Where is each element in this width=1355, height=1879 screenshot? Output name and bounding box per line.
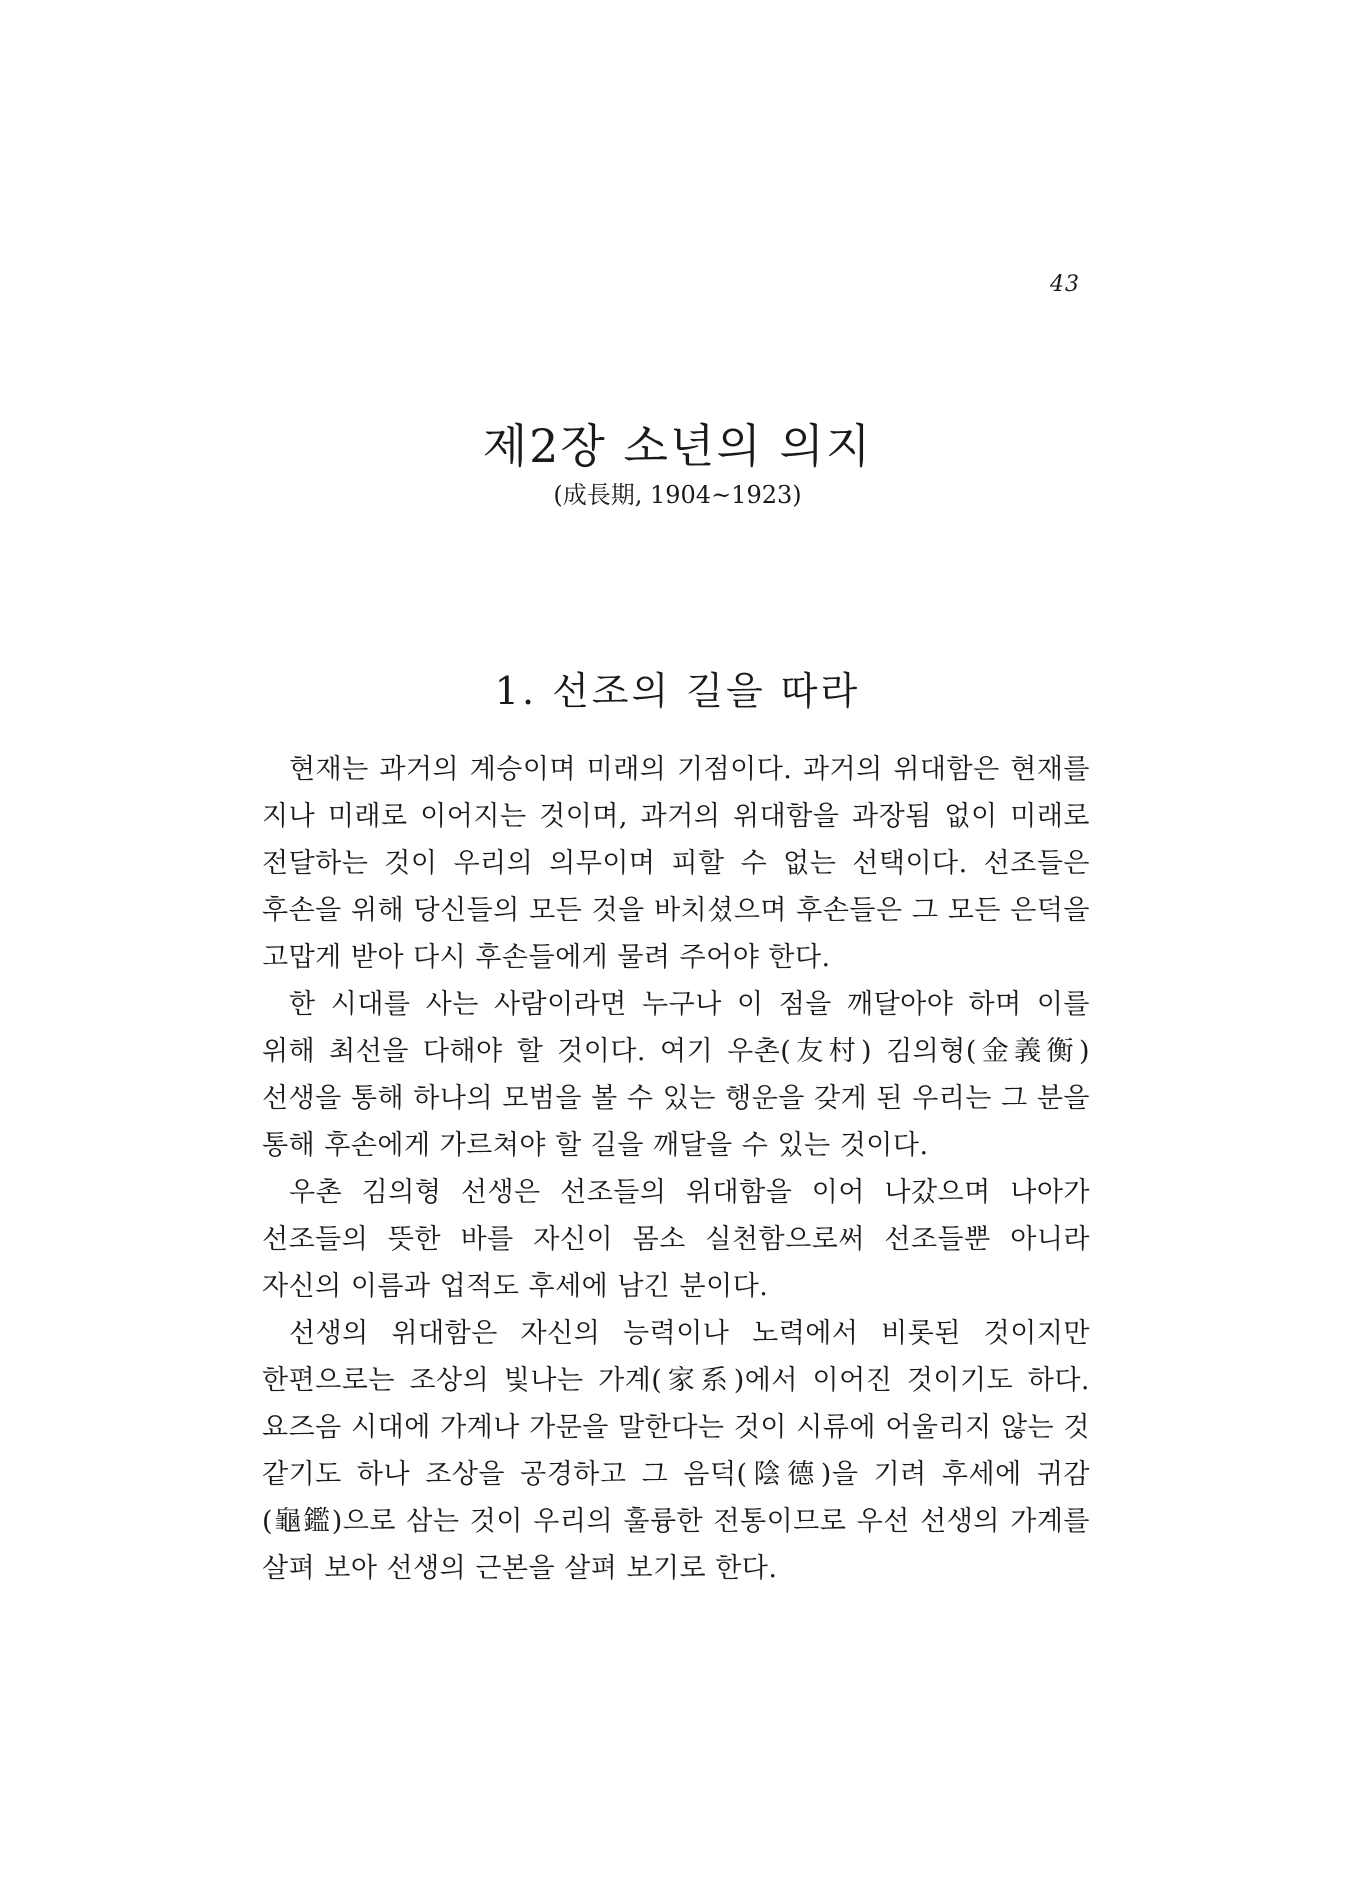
paragraph: 현재는 과거의 계승이며 미래의 기점이다. 과거의 위대함은 현재를 지나 미래로 이어지는 것이며, 과거의 위대함을 과장됨 없이 미래로 전달하는 것이 우리의 의무이며 피할 수 없는 선택이다. 선조들은 후손을 위해 당신들의 모든 것을 바치셨으며 후손들은 그 모든 은덕을 고맙게 받아 다시 후손들에게 물려 주어야 한다. xyxy=(262,754,1090,973)
chapter-title: 제2장 소년의 의지 xyxy=(482,419,873,473)
paragraph: 한 시대를 사는 사람이라면 누구나 이 점을 깨달아야 하며 이를 위해 최선을 다해야 할 것이다. 여기 우촌(友村) 김의형(金義衡) 선생을 통해 하나의 모범을 볼 수 있는 행운을 갖게 된 우리는 그 분을 통해 후손에게 가르쳐야 할 길을 깨달을 수 있는 것이다. xyxy=(262,989,1090,1161)
paragraph: 우촌 김의형 선생은 선조들의 위대함을 이어 나갔으며 나아가 선조들의 뜻한 바를 자신이 몸소 실천함으로써 선조들뿐 아니라 자신의 이름과 업적도 후세에 남긴 분이다. xyxy=(262,1177,1090,1302)
paragraph: 선생의 위대함은 자신의 능력이나 노력에서 비롯된 것이지만 한편으로는 조상의 빛나는 가계(家系)에서 이어진 것이기도 하다. 요즈음 시대에 가계나 가문을 말한다는 것이 시류에 어울리지 않는 것 같기도 하나 조상을 공경하고 그 음덕(陰德)을 기려 후세에 귀감(龜鑑)으로 삼는 것이 우리의 훌륭한 전통이므로 우선 선생의 가계를 살펴 보아 선생의 근본을 살펴 보기로 한다. xyxy=(262,1318,1090,1584)
section-title: 1. 선조의 길을 따라 xyxy=(494,669,861,713)
body-text xyxy=(262,746,1090,1592)
page-number: 43 xyxy=(1050,272,1080,297)
chapter-subtitle: (成長期, 1904~1923) xyxy=(553,481,802,509)
